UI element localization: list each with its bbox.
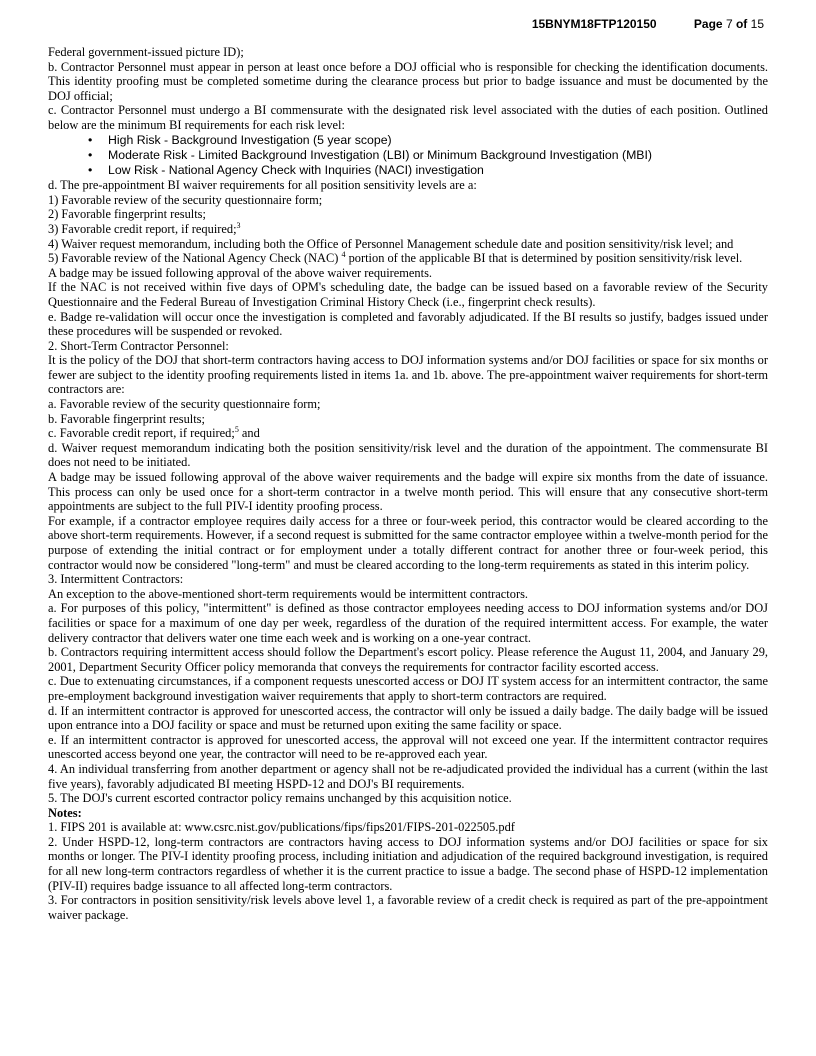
paragraph: 4. An individual transferring from another department or agency shall not be re-adjudicated provided the individual has a current (within the last five years), favorably adjudicated BI meeting HSPD-12 and DOJ's BI requirements.	[48, 761, 768, 791]
paragraph	[48, 426, 768, 441]
list-item	[48, 148, 768, 163]
note-item: 2. Under HSPD-12, long-term contractors are contractors having access to DOJ information systems and/or DOJ facilities or space for six months or longer. The PIV-I identity proofing process, including initiation and adjudication of the required background investigation, is required for all new long-term contractors regardless of whether it is the current practice to issue a badge. The second phase of HSPD-12 implementation (PIV-II) requires badge issuance to all affected long-term contractors.	[48, 834, 768, 893]
paragraph: e. Badge re-validation will occur once the investigation is completed and favorably adjudicated. If the BI results so justify, badges issued under these procedures will be suspended or revoked.	[48, 309, 768, 339]
list-item	[48, 163, 768, 178]
paragraph-text: 3) Favorable credit report, if required;	[48, 221, 237, 236]
list-item-text: Low Risk - National Agency Check with Inquiries (NACI) investigation	[108, 162, 484, 177]
paragraph: e. If an intermittent contractor is approved for unescorted access, the approval will not exceed one year. If the intermittent contractor requires unescorted access beyond one year, the contractor will need to be re-approved each year.	[48, 732, 768, 762]
bullet-icon: •	[88, 147, 93, 162]
paragraph: b. Contractor Personnel must appear in person at least once before a DOJ official who is responsible for checking the identification documents. This identity proofing must be completed sometime during the clearance process but prior to badge issuance and must be documented by the DOJ official;	[48, 59, 768, 103]
notes-heading: Notes:	[48, 805, 82, 820]
page-of-label: of	[735, 17, 748, 31]
paragraph: 1) Favorable review of the security questionnaire form;	[48, 192, 323, 207]
document-body	[48, 45, 768, 922]
bullet-icon: •	[88, 162, 93, 177]
footnote-ref: 5	[234, 425, 239, 435]
paragraph: c. Contractor Personnel must undergo a BI commensurate with the designated risk level associated with the duties of each position. Outlined below are the minimum BI requirements for each risk level:	[48, 103, 768, 132]
paragraph: d. The pre-appointment BI waiver requirements for all position sensitivity levels are a:	[48, 178, 477, 193]
page-header	[532, 17, 764, 31]
paragraph: d. If an intermittent contractor is approved for unescorted access, the contractor will only be issued a daily badge. The daily badge will be issued upon entrance into a DOJ facility or space and must be returned upon exiting the same facility or space.	[48, 703, 768, 733]
paragraph	[48, 251, 768, 266]
page-total: 15	[750, 17, 764, 31]
paragraph-text: c. Favorable credit report, if required;	[48, 426, 235, 441]
paragraph: b. Favorable fingerprint results;	[48, 411, 205, 426]
bullet-icon: •	[88, 132, 93, 147]
paragraph: c. Due to extenuating circumstances, if a component requests unescorted access or DOJ IT system access for an intermittent contractor, the same pre-employment background investigation waiver requirements that apply to short-term contractors are required.	[48, 674, 768, 703]
section-heading: 3. Intermittent Contractors:	[48, 572, 184, 587]
paragraph: It is the policy of the DOJ that short-term contractors having access to DOJ information systems and/or DOJ facilities or space for six months or fewer are subject to the identity proofing requirements listed in items 1a. and 1b. above. The pre-appointment waiver requirements for short-term contractors are:	[48, 353, 768, 397]
page-current: 7	[725, 17, 733, 31]
paragraph: a. For purposes of this policy, "intermittent" is defined as those contractor employees needing access to DOJ information systems and/or DOJ facilities or space for a maximum of one day per week, regardless of the duration of the required intermittent access. For example, the water delivery contractor that delivers water one time each week and is working on a one-year contract.	[48, 601, 768, 645]
paragraph: Federal government-issued picture ID);	[48, 45, 244, 59]
paragraph: 4) Waiver request memorandum, including both the Office of Personnel Management schedule date and position sensitivity/risk level; and	[48, 236, 734, 251]
paragraph: For example, if a contractor employee requires daily access for a three or four-week period, this contractor would be cleared according to the above short-term requirements. However, if a second request is submitted for the same contractor employee within a twelve-month period for the purpose of extending the initial contract or for employment under a totally different contract for another three or four-week period, this contractor would now be considered "long-term" and must be cleared according to the long-term requirements as stated in this interim policy.	[48, 513, 768, 572]
footnote-ref: 3	[236, 220, 241, 230]
paragraph: An exception to the above-mentioned short-term requirements would be intermittent contractors.	[48, 586, 528, 601]
risk-level-list	[48, 133, 768, 179]
paragraph-text: 5) Favorable review of the National Agency Check (NAC)	[48, 251, 342, 266]
document-id: 15BNYM18FTP120150	[531, 17, 657, 31]
list-item-text: Moderate Risk - Limited Background Investigation (LBI) or Minimum Background Investigation (MBI)	[108, 147, 653, 162]
paragraph: d. Waiver request memorandum indicating both the position sensitivity/risk level and the duration of the appointment. The commensurate BI does not need to be initiated.	[48, 440, 768, 470]
paragraph-text: portion of the applicable BI that is determined by position sensitivity/risk level.	[345, 251, 743, 266]
paragraph: A badge may be issued following approval of the above waiver requirements.	[48, 265, 432, 280]
paragraph: A badge may be issued following approval of the above waiver requirements and the badge will expire six months from the date of issuance. This process can only be used once for a short-term contractor in a twelve month period. This will ensure that any consecutive short-term appointments are subject to the full PIV-I identity proofing process.	[48, 470, 768, 514]
section-heading: 2. Short-Term Contractor Personnel:	[48, 338, 229, 353]
paragraph	[48, 222, 768, 237]
paragraph: b. Contractors requiring intermittent access should follow the Department's escort policy. Please reference the August 11, 2004, and January 29, 2001, Department Security Officer policy memoranda that conveys the requirements for contractor facility escorted access.	[48, 645, 768, 674]
list-item	[48, 133, 768, 148]
paragraph: a. Favorable review of the security questionnaire form;	[48, 397, 321, 412]
footnote-ref: 4	[341, 250, 346, 260]
page-label: Page	[693, 17, 723, 31]
note-item: 3. For contractors in position sensitivity/risk levels above level 1, a favorable review of a credit check is required as part of the pre-appointment waiver package.	[48, 893, 768, 922]
paragraph: 2) Favorable fingerprint results;	[48, 207, 206, 222]
paragraph: 5. The DOJ's current escorted contractor policy remains unchanged by this acquisition notice.	[48, 791, 512, 806]
paragraph: If the NAC is not received within five days of OPM's scheduling date, the badge can be issued based on a favorable review of the Security Questionnaire and the Federal Bureau of Investigation Criminal History Check (i.e., fingerprint check results).	[48, 280, 768, 309]
paragraph-text: and	[238, 426, 260, 441]
note-item: 1. FIPS 201 is available at: www.csrc.nist.gov/publications/fips/fips201/FIPS-201-022505.pdf	[48, 820, 515, 835]
list-item-text: High Risk - Background Investigation (5 year scope)	[108, 132, 392, 147]
